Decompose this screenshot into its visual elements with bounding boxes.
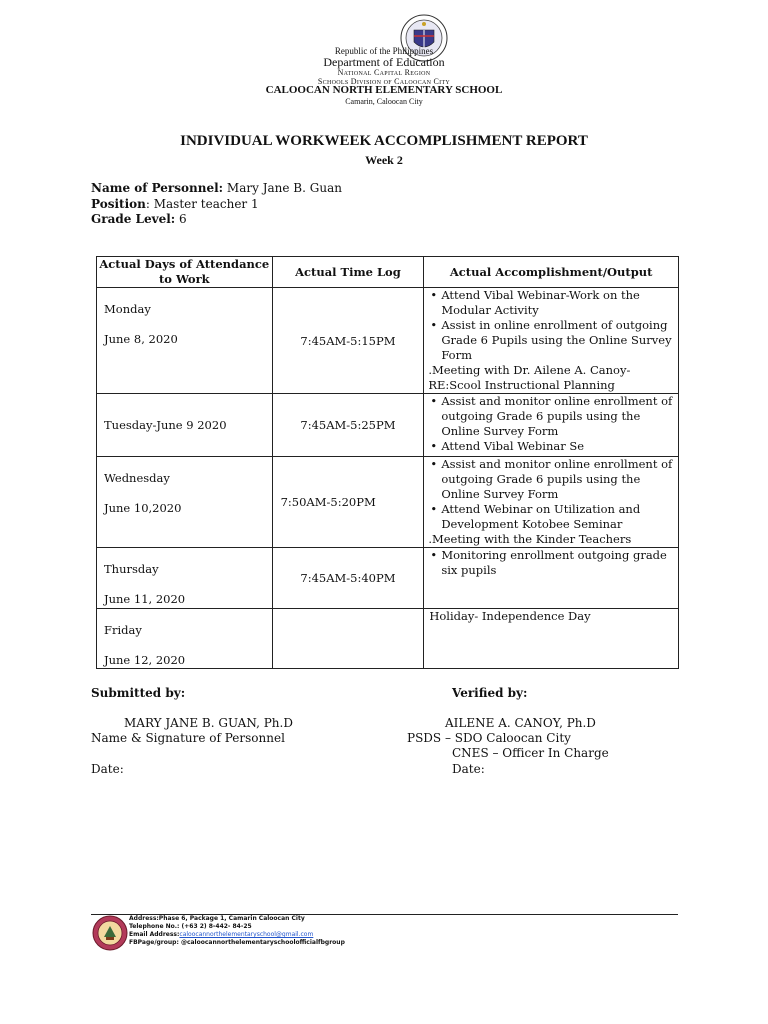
table-row	[97, 457, 679, 548]
report-title: INDIVIDUAL WORKWEEK ACCOMPLISHMENT REPORT	[180, 133, 588, 149]
submitter-name: MARY JANE B. GUAN, Ph.D	[124, 716, 293, 730]
list-item: • Attend Vibal Webinar-Work on the Modular Activity	[441, 288, 678, 318]
time-log-cell	[272, 609, 424, 669]
grade-value: 6	[179, 212, 187, 226]
department-text: Department of Education	[323, 55, 445, 69]
verifier-role-psds: PSDS – SDO Caloocan City	[407, 731, 571, 745]
verifier-date-label: Date:	[452, 762, 485, 776]
list-item: • Attend Webinar on Utilization and Development Kotobee Seminar	[441, 502, 678, 532]
table-row	[97, 609, 679, 669]
report-week: Week 2	[365, 153, 403, 167]
day-cell	[97, 394, 273, 457]
header-days: Actual Days of Attendance to Work	[97, 257, 273, 288]
header-time-log: Actual Time Log	[272, 257, 424, 288]
verifier-name: AILENE A. CANOY, Ph.D	[445, 716, 596, 730]
time-log-cell: 7:45AM-5:15PM	[272, 288, 424, 394]
submitted-by-label: Submitted by:	[91, 686, 186, 700]
day-date: June 8, 2020	[104, 332, 178, 346]
time-log-cell: 7:45AM-5:25PM	[272, 394, 424, 457]
accomplishment-table	[96, 256, 679, 669]
day-name: Friday	[104, 623, 142, 637]
school-address: Camarin, Caloocan City	[345, 97, 423, 106]
region-text: National Capital Region	[337, 68, 431, 77]
accomplishment-cell	[424, 394, 679, 457]
position-value: : Master teacher 1	[145, 197, 259, 211]
grade-label: Grade Level:	[91, 212, 176, 226]
day-name: Thursday	[104, 562, 159, 576]
grade-line	[91, 212, 187, 226]
footer-fb: FBPage/group: @caloocannorthelementaryschoolofficialfbgroup	[129, 939, 345, 946]
table-header-row	[97, 257, 679, 288]
accomplishment-cell	[424, 548, 679, 609]
time-log-cell: 7:45AM-5:40PM	[272, 548, 424, 609]
accomplishment-extra: .Meeting with the Kinder Teachers	[428, 532, 632, 546]
division-text: Schools Division of Caloocan City	[317, 77, 451, 86]
accomplishment-cell	[424, 457, 679, 548]
position-line	[91, 197, 259, 211]
day-name: Wednesday	[104, 471, 170, 485]
accomplishment-extra: Holiday- Independence Day	[429, 609, 591, 623]
footer-email-link[interactable]: caloocannorthelementaryschool@gmail.com	[179, 931, 314, 938]
name-value: Mary Jane B. Guan	[226, 181, 342, 195]
accomplishment-cell	[424, 288, 679, 394]
day-name: Tuesday-June 9 2020	[104, 418, 227, 432]
list-item: • Assist and monitor online enrollment of outgoing Grade 6 pupils using the Online Survey Form	[441, 457, 678, 502]
day-cell	[97, 288, 273, 394]
day-name: Monday	[104, 302, 151, 316]
day-date: June 11, 2020	[104, 592, 186, 606]
list-item: • Assist in online enrollment of outgoing Grade 6 Pupils using the Online Survey Form	[441, 318, 678, 363]
time-log-cell: 7:50AM-5:20PM	[272, 457, 424, 548]
name-label: Name of Personnel:	[91, 181, 224, 195]
footer-address: Address:Phase 6, Package 1, Camarin Caloocan City	[129, 915, 305, 922]
verifier-role-cnes: CNES – Officer In Charge	[452, 746, 609, 760]
day-date: June 12, 2020	[104, 653, 186, 667]
list-item: • Monitoring enrollment outgoing grade six pupils	[441, 548, 678, 578]
header-accomplishment: Actual Accomplishment/Output	[424, 257, 679, 288]
list-item: • Attend Vibal Webinar Se	[441, 439, 678, 454]
day-cell	[97, 609, 273, 669]
table-row	[97, 288, 679, 394]
day-cell	[97, 548, 273, 609]
day-date: June 10,2020	[104, 501, 182, 515]
table-row	[97, 394, 679, 457]
table-row	[97, 548, 679, 609]
accomplishment-extra: .Meeting with Dr. Ailene A. Canoy- RE:Scool Instructional Planning	[428, 363, 631, 392]
footer-email-label: Email Address:	[129, 931, 180, 938]
school-name: CALOOCAN NORTH ELEMENTARY SCHOOL	[265, 84, 503, 96]
personnel-name-line	[91, 181, 342, 195]
submitter-role: Name & Signature of Personnel	[91, 731, 285, 745]
school-logo	[92, 915, 128, 951]
submitter-date-label: Date:	[91, 762, 124, 776]
accomplishment-cell	[424, 609, 679, 669]
verified-by-label: Verified by:	[452, 686, 528, 700]
footer-email-line	[129, 931, 313, 939]
republic-text: Republic of the Philippines	[334, 46, 434, 56]
list-item: • Assist and monitor online enrollment of outgoing Grade 6 pupils using the Online Survey Form	[441, 394, 678, 439]
position-label: Position	[91, 197, 146, 211]
footer-telephone: Telephone No.: (+63 2) 8-442- 84-25	[129, 923, 252, 930]
day-cell	[97, 457, 273, 548]
